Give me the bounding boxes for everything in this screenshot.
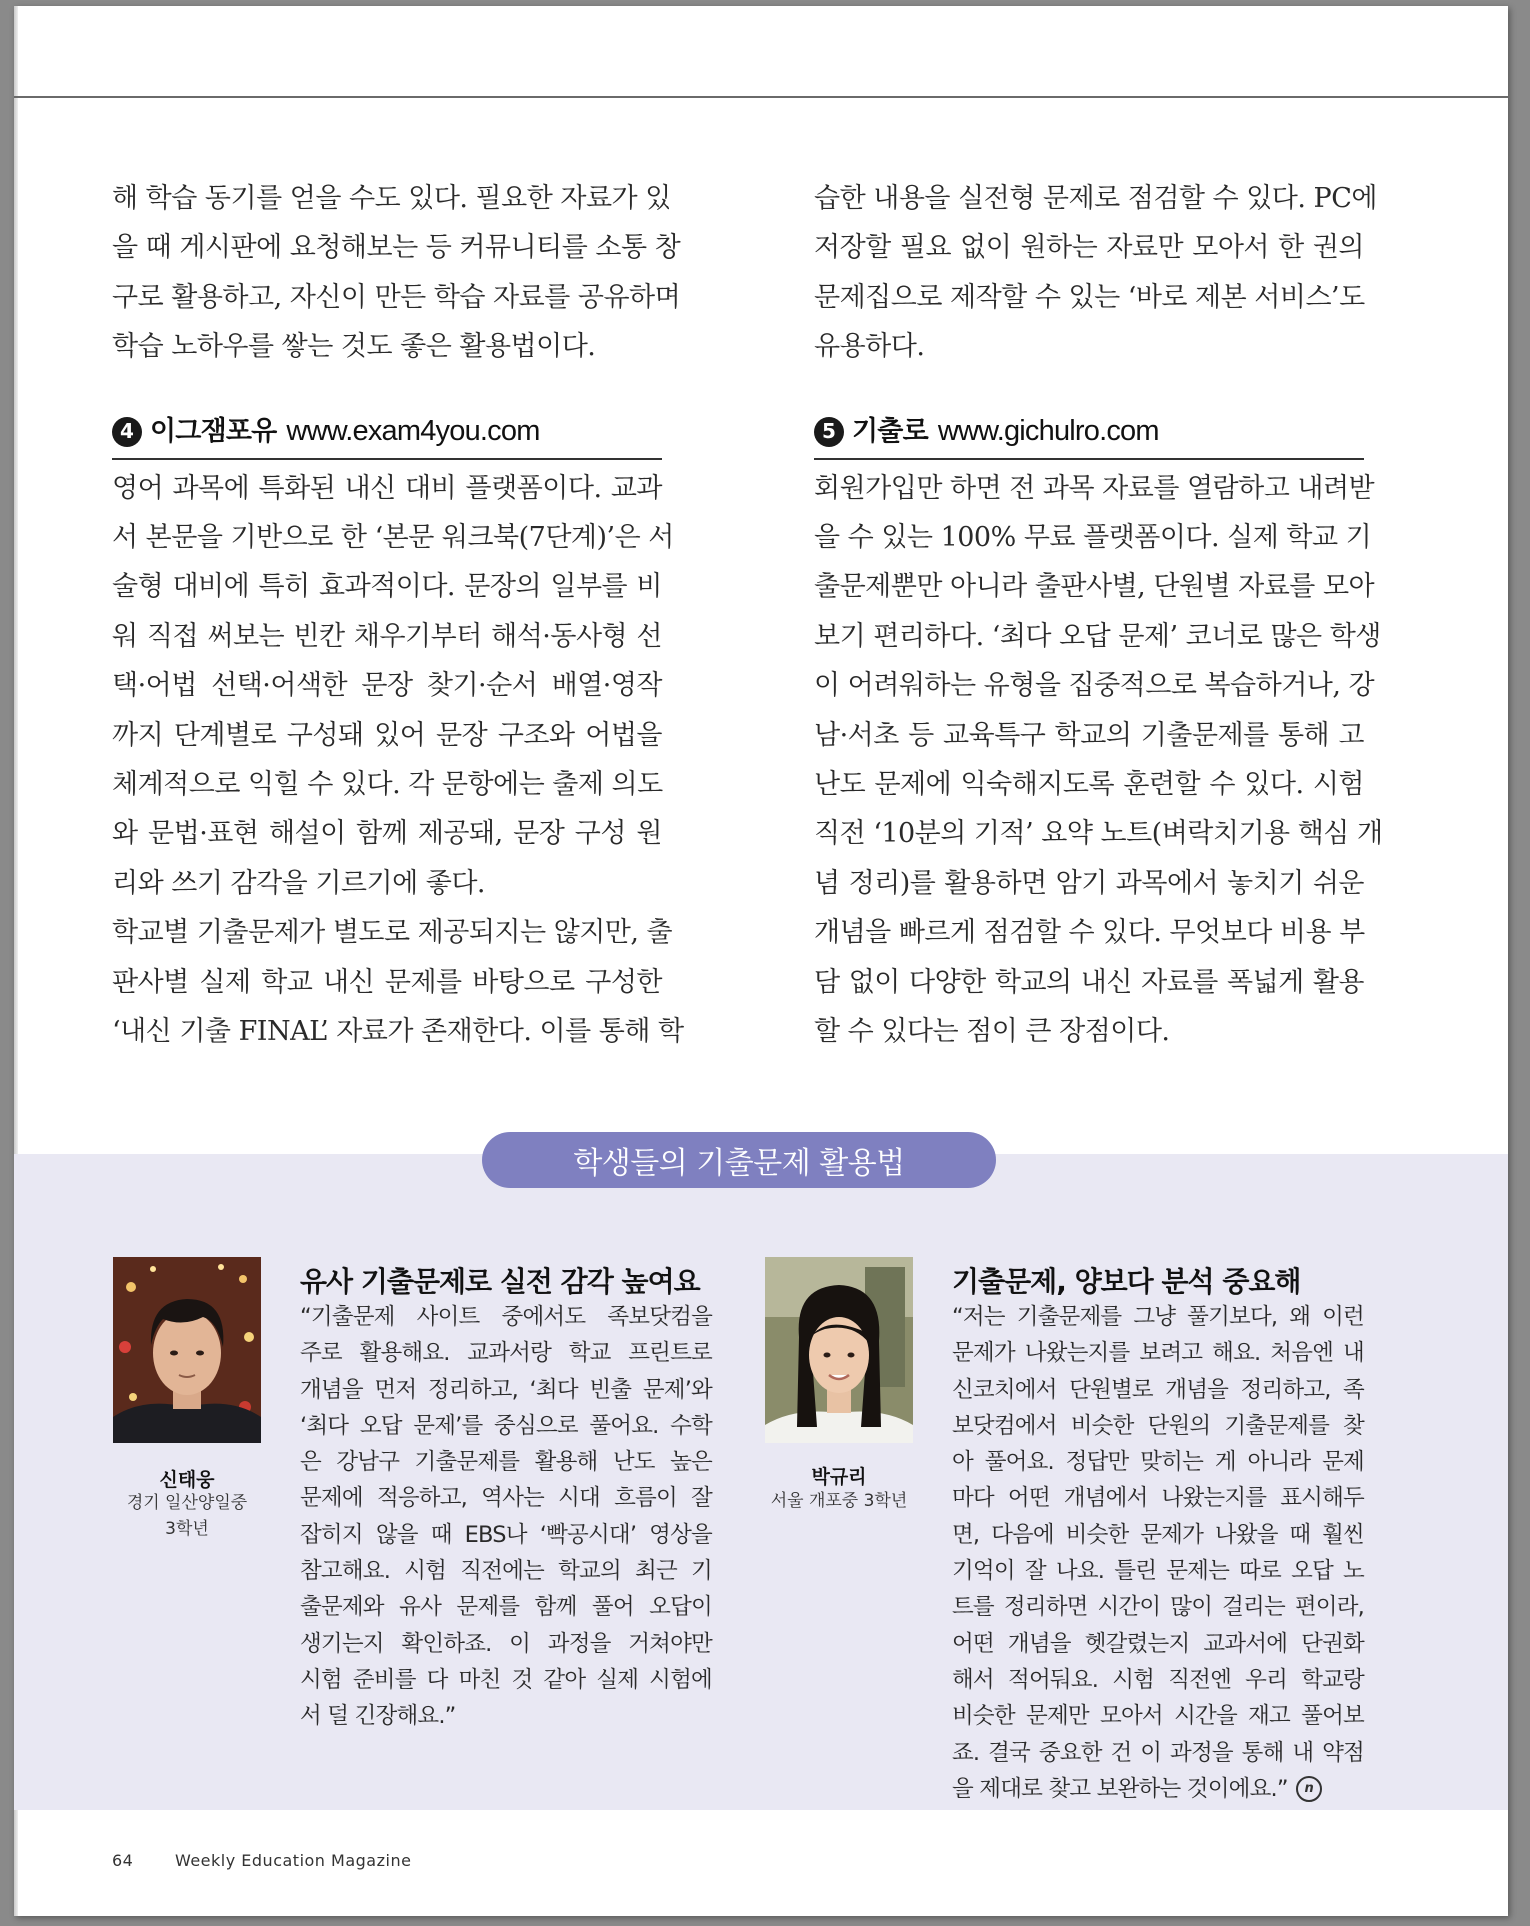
quote-line: 해서 적어둬요. 시험 직전엔 우리 학교랑 (952, 1666, 1364, 1693)
quote-line: 보닷컴에서 비슷한 단원의 기출문제를 찾 (952, 1412, 1364, 1439)
magazine-name: Weekly Education Magazine (174, 1851, 412, 1870)
text-line: 출문제뿐만 아니라 출판사별, 단원별 자료를 모아 (814, 571, 1375, 603)
text-line: 념 정리)를 활용하면 암기 과목에서 놓치기 쉬운 (814, 867, 1364, 899)
text-line: 을 수 있는 100% 무료 플랫폼이다. 실제 학교 기 (814, 522, 1372, 554)
text-line: 보기 편리하다. ‘최다 오답 문제’ 코너로 많은 학생 (814, 620, 1381, 652)
quote-line: 마다 어떤 개념에서 나왔는지를 표시해두 (952, 1485, 1364, 1512)
section-heading-gichulro (814, 408, 1364, 460)
quote-line: ‘최다 오답 문제’를 중심으로 풀어요. 수학 (300, 1412, 712, 1439)
quote-line: 은 강남구 기출문제를 활용해 난도 높은 (300, 1449, 712, 1476)
student-1-quote-title: 유사 기출문제로 실전 감각 높여요 (300, 1265, 700, 1298)
student-2-quote (952, 1299, 1364, 1807)
student-2-school: 서울 개포중 3학년 (770, 1491, 908, 1511)
page-number: 64 (112, 1851, 134, 1870)
text-line: 이 어려워하는 유형을 집중적으로 복습하거나, 강 (814, 670, 1375, 702)
text-line: 을 때 게시판에 요청해보는 등 커뮤니티를 소통 창 (112, 232, 681, 264)
right-column (814, 174, 1383, 1057)
quote-line: 생기는지 확인하죠. 이 과정을 거쳐야만 (300, 1630, 712, 1657)
quote-line: 비슷한 문제만 모아서 시간을 재고 풀어보 (952, 1703, 1364, 1730)
text-line: 문제집으로 제작할 수 있는 ‘바로 제본 서비스’도 (814, 281, 1365, 313)
quote-line: 아 풀어요. 정답만 맞히는 게 아니라 문제 (952, 1449, 1364, 1476)
text-line: 구로 활용하고, 자신이 만든 학습 자료를 공유하며 (112, 281, 681, 313)
quote-line: 문제에 적응하고, 역사는 시대 흐름이 잘 (300, 1485, 712, 1512)
magazine-page (14, 6, 1508, 1916)
text-line: 회원가입만 하면 전 과목 자료를 열람하고 내려받 (814, 472, 1375, 504)
text-line: 술형 대비에 특히 효과적이다. 문장의 일부를 비 (112, 571, 662, 603)
text-line: ‘내신 기출 FINAL’ 자료가 존재한다. 이를 통해 학 (112, 1016, 684, 1048)
text-line: 담 없이 다양한 학교의 내신 자료를 폭넓게 활용 (814, 966, 1364, 998)
quote-line: 기억이 잘 나요. 틀린 문제는 따로 오답 노 (952, 1558, 1364, 1585)
quote-line: 죠. 결국 중요한 건 이 과정을 통해 내 약점 (952, 1739, 1364, 1766)
student-1-school-info (87, 1490, 287, 1542)
quote-line: 어떤 개념을 헷갈렸는지 교과서에 단권화 (952, 1630, 1364, 1657)
quote-line: 문제가 나왔는지를 보려고 해요. 처음엔 내 (952, 1340, 1364, 1367)
quote-line: 트를 정리하면 시간이 많이 걸리는 편이라, (952, 1594, 1364, 1621)
header-rule (14, 96, 1508, 98)
student-2-quote-title: 기출문제, 양보다 분석 중요해 (952, 1265, 1301, 1298)
text-line: 습한 내용을 실전형 문제로 점검할 수 있다. PC에 (814, 183, 1377, 214)
student-photo-2 (765, 1257, 913, 1443)
text-line: 개념을 빠르게 점검할 수 있다. 무엇보다 비용 부 (814, 917, 1365, 949)
section-name: 이그잼포유 (150, 415, 277, 447)
text-line: 학습 노하우를 쌓는 것도 좋은 활용법이다. (112, 331, 596, 363)
exam4you-paragraph-1 (112, 464, 674, 909)
text-line: 체계적으로 익힐 수 있다. 각 문항에는 출제 의도 (112, 769, 663, 801)
quote-line: 을 제대로 찾고 보완하는 것이에요.” (952, 1775, 1288, 1802)
quote-line: 개념을 먼저 정리하고, ‘최다 빈출 문제’와 (300, 1376, 712, 1403)
exam4you-paragraph-2 (112, 908, 684, 1056)
student-1-grade: 3학년 (165, 1519, 209, 1539)
student-2-name: 박규리 (811, 1466, 867, 1488)
section-url: www.exam4you.com (286, 414, 540, 447)
quote-line: 신코치에서 단원별로 개념을 정리하고, 족 (952, 1376, 1364, 1403)
page-footer (112, 1851, 411, 1870)
text-line: 서 본문을 기반으로 한 ‘본문 워크북(7단계)’은 서 (112, 522, 674, 554)
left-column (112, 174, 684, 1057)
text-line: 난도 문제에 익숙해지도록 훈련할 수 있다. 시험 (814, 769, 1364, 801)
student-photo-1-image (113, 1257, 261, 1443)
quote-line: 잡히지 않을 때 EBS나 ‘빡공시대’ 영상을 (300, 1521, 712, 1548)
quote-line: “기출문제 사이트 중에서도 족보닷컴을 (300, 1304, 712, 1330)
student-2-school-info (739, 1488, 939, 1514)
text-line: 워 직접 써보는 빈칸 채우기부터 해석·동사형 선 (112, 620, 662, 652)
section-heading-exam4you (112, 408, 662, 460)
text-line: 학교별 기출문제가 별도로 제공되지는 않지만, 출 (112, 917, 673, 949)
quote-line: “저는 기출문제를 그냥 풀기보다, 왜 이런 (952, 1304, 1364, 1330)
text-line: 까지 단계별로 구성돼 있어 문장 구조와 어법을 (112, 719, 662, 751)
quote-line: 출문제와 유사 문제를 함께 풀어 오답이 (300, 1594, 712, 1621)
text-line: 판사별 실제 학교 내신 문제를 바탕으로 구성한 (112, 966, 662, 998)
text-line: 해 학습 동기를 얻을 수도 있다. 필요한 자료가 있 (112, 183, 671, 214)
text-line: 유용하다. (814, 331, 925, 363)
quote-line: 참고해요. 시험 직전에는 학교의 최근 기 (300, 1558, 712, 1585)
section-url: www.gichulro.com (937, 414, 1159, 447)
student-photo-1 (113, 1257, 261, 1443)
section-name: 기출로 (852, 415, 928, 447)
quote-line: 주로 활용해요. 교과서랑 학교 프린트로 (300, 1340, 712, 1367)
section-number-badge: 5 (814, 417, 844, 447)
text-line: 영어 과목에 특화된 내신 대비 플랫폼이다. 교과 (112, 472, 662, 504)
student-tips-title: 학생들의 기출문제 활용법 (482, 1132, 996, 1188)
right-intro-paragraph (814, 174, 1377, 372)
quote-line-end (952, 1771, 1364, 1807)
text-line: 저장할 필요 없이 원하는 자료만 모아서 한 권의 (814, 232, 1364, 264)
student-photo-2-image (765, 1257, 913, 1443)
student-1-name: 신태웅 (159, 1469, 215, 1491)
quote-line: 서 덜 긴장해요.” (300, 1703, 456, 1730)
magazine-logo-icon: n (1296, 1776, 1322, 1802)
text-line: 할 수 있다는 점이 큰 장점이다. (814, 1016, 1170, 1048)
quote-line: 면, 다음에 비슷한 문제가 나왔을 때 훨씬 (952, 1521, 1364, 1548)
text-line: 와 문법·표현 해설이 함께 제공돼, 문장 구성 원 (112, 818, 662, 850)
student-1-quote (300, 1299, 712, 1735)
quote-line: 시험 준비를 다 마친 것 같아 실제 시험에 (300, 1666, 712, 1693)
text-line: 택·어법 선택·어색한 문장 찾기·순서 배열·영작 (112, 670, 662, 702)
text-line: 남·서초 등 교육특구 학교의 기출문제를 통해 고 (814, 719, 1364, 751)
text-line: 직전 ‘10분의 기적’ 요약 노트(벼락치기용 핵심 개 (814, 818, 1383, 850)
left-intro-paragraph (112, 174, 681, 372)
section-number-badge: 4 (112, 417, 142, 447)
text-line: 리와 쓰기 감각을 기르기에 좋다. (112, 867, 485, 899)
gichulro-paragraph (814, 464, 1383, 1057)
student-1-school: 경기 일산양일중 (126, 1493, 248, 1513)
